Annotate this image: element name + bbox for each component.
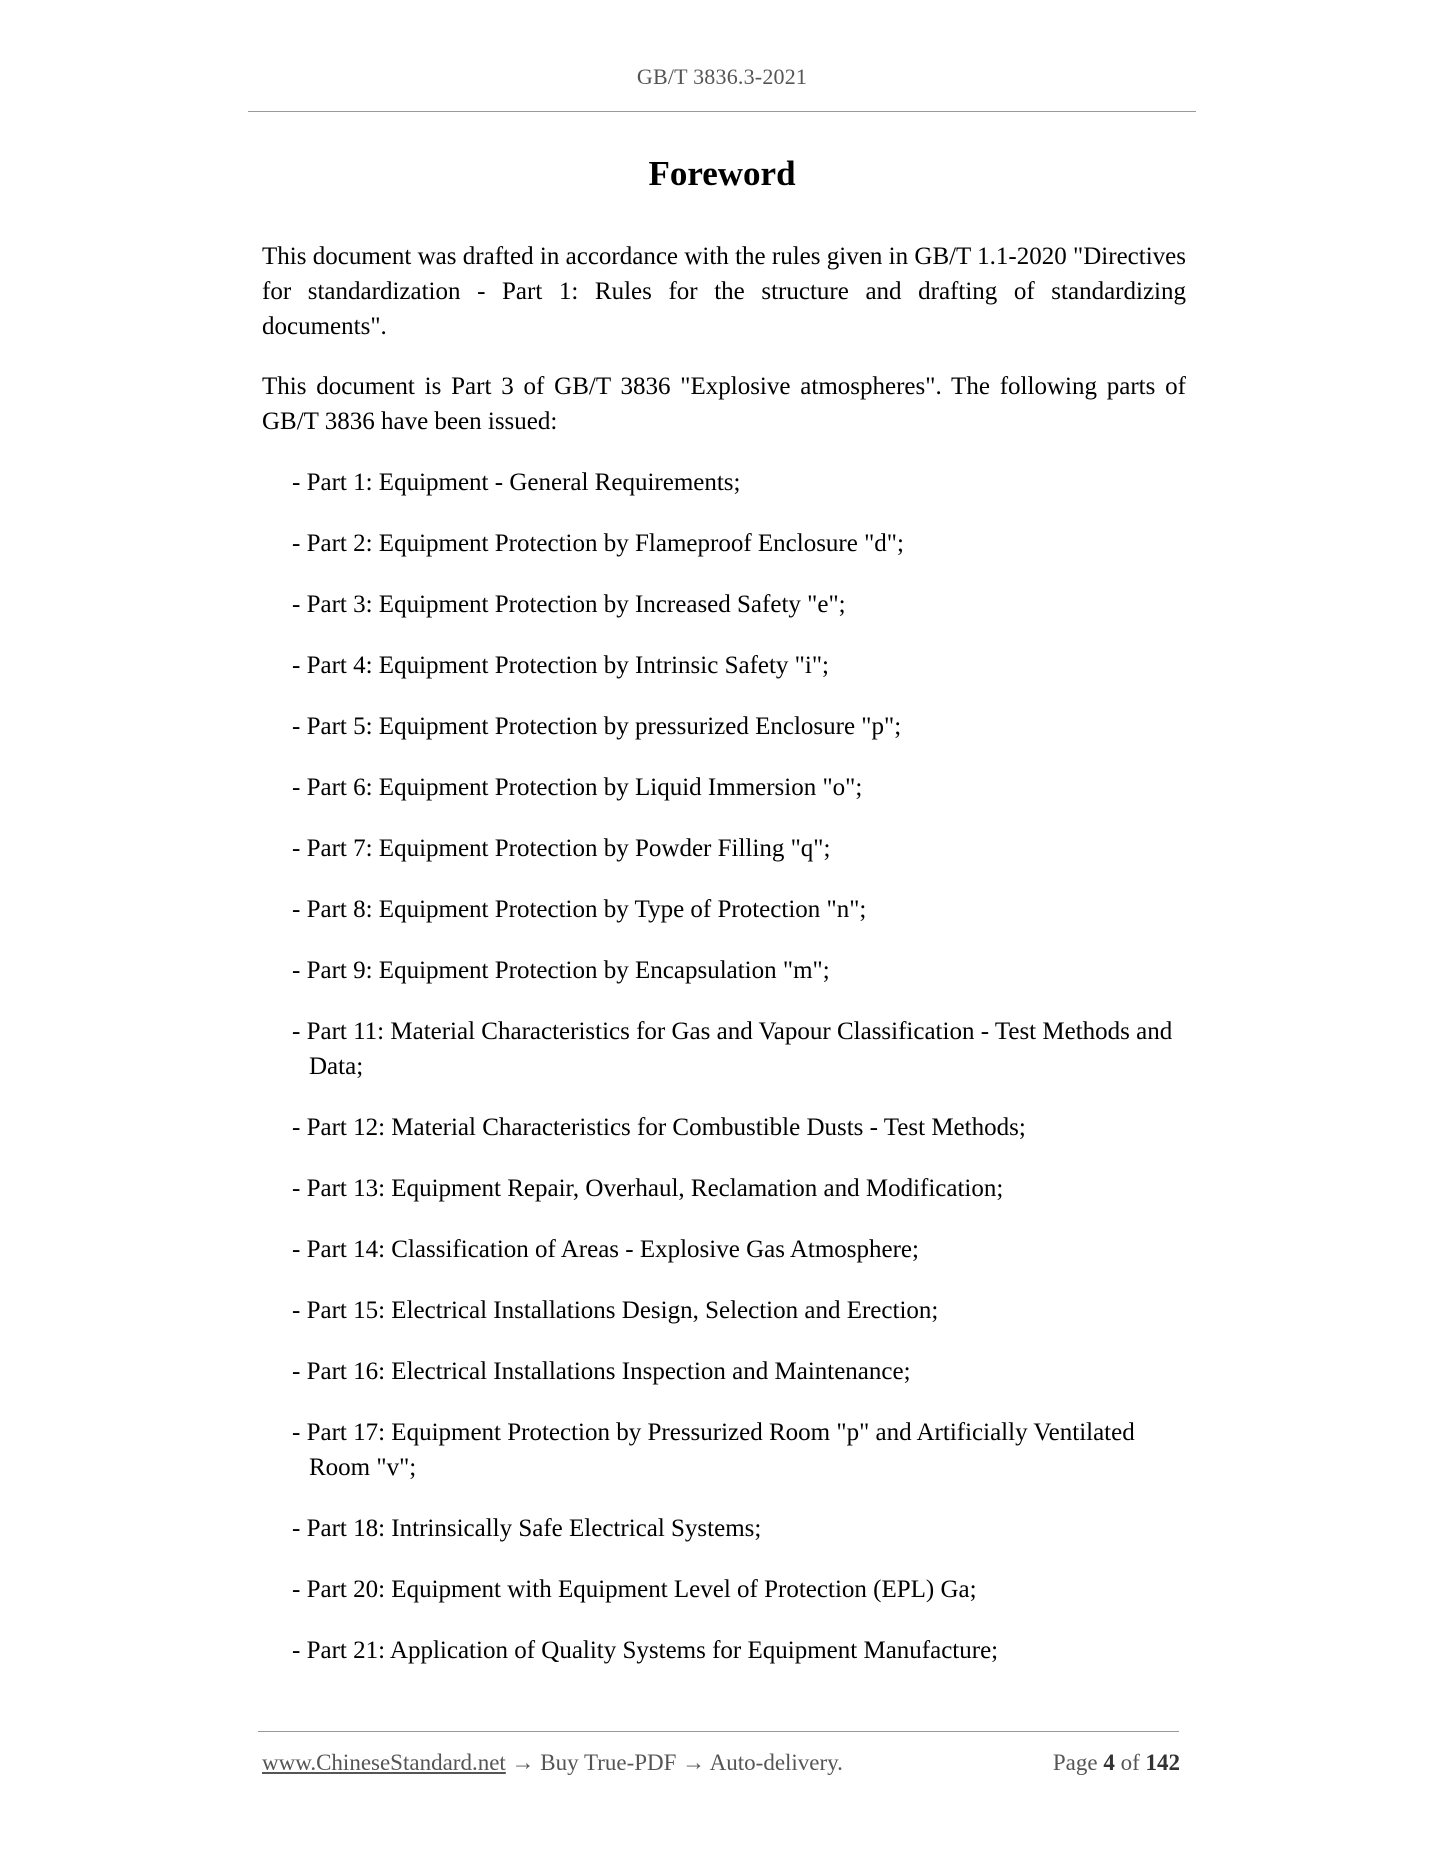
list-item: - Part 3: Equipment Protection by Increased Safety "e"; [292, 591, 846, 618]
list-item: - Part 8: Equipment Protection by Type of Protection "n"; [292, 896, 867, 923]
list-item: - Part 1: Equipment - General Requirements; [292, 469, 741, 496]
list-item: - Part 11: Material Characteristics for Gas and Vapour Classification - Test Methods and Data; [292, 1018, 1173, 1080]
list-item: - Part 15: Electrical Installations Design, Selection and Erection; [292, 1297, 939, 1324]
parts-list [292, 465, 1186, 1694]
header-divider [248, 111, 1196, 112]
list-item: - Part 2: Equipment Protection by Flameproof Enclosure "d"; [292, 530, 904, 557]
footer-divider [258, 1731, 1179, 1732]
page-label: Page [1052, 1750, 1098, 1775]
footer-promo [262, 1750, 843, 1776]
list-item: - Part 9: Equipment Protection by Encapsulation "m"; [292, 957, 830, 984]
list-item: - Part 6: Equipment Protection by Liquid Immersion "o"; [292, 774, 863, 801]
page-number: 4 [1103, 1750, 1115, 1775]
website-link[interactable]: www.ChineseStandard.net [262, 1750, 506, 1775]
list-item: - Part 20: Equipment with Equipment Level of Protection (EPL) Ga; [292, 1576, 977, 1603]
list-item: - Part 4: Equipment Protection by Intrinsic Safety "i"; [292, 652, 829, 679]
list-item: - Part 12: Material Characteristics for Combustible Dusts - Test Methods; [292, 1114, 1026, 1141]
list-item: - Part 7: Equipment Protection by Powder Filling "q"; [292, 835, 831, 862]
footer-promo-text: → Buy True-PDF → Auto-delivery. [505, 1750, 843, 1775]
list-item: - Part 21: Application of Quality Systems for Equipment Manufacture; [292, 1637, 999, 1664]
total-pages: 142 [1145, 1750, 1180, 1775]
list-item: - Part 17: Equipment Protection by Pressurized Room "p" and Artificially Ventilated Room "v"; [292, 1419, 1135, 1481]
paragraph-drafting-rules: This document was drafted in accordance with the rules given in GB/T 1.1-2020 "Directives for standardization - Part 1: Rules for the structure and drafting of standardizing documents". [262, 243, 1186, 340]
of-label: of [1120, 1750, 1140, 1775]
list-item: - Part 5: Equipment Protection by pressurized Enclosure "p"; [292, 713, 902, 740]
page-header: GB/T 3836.3-2021 [636, 64, 808, 89]
list-item: - Part 16: Electrical Installations Inspection and Maintenance; [292, 1358, 911, 1385]
section-title: Foreword [648, 154, 796, 193]
list-item: - Part 18: Intrinsically Safe Electrical Systems; [292, 1515, 762, 1542]
list-item: - Part 13: Equipment Repair, Overhaul, Reclamation and Modification; [292, 1175, 1004, 1202]
page-counter [1053, 1750, 1180, 1776]
list-item: - Part 14: Classification of Areas - Explosive Gas Atmosphere; [292, 1236, 919, 1263]
paragraph-parts-intro: This document is Part 3 of GB/T 3836 "Explosive atmospheres". The following parts of GB/T 3836 have been issued: [262, 373, 1186, 435]
